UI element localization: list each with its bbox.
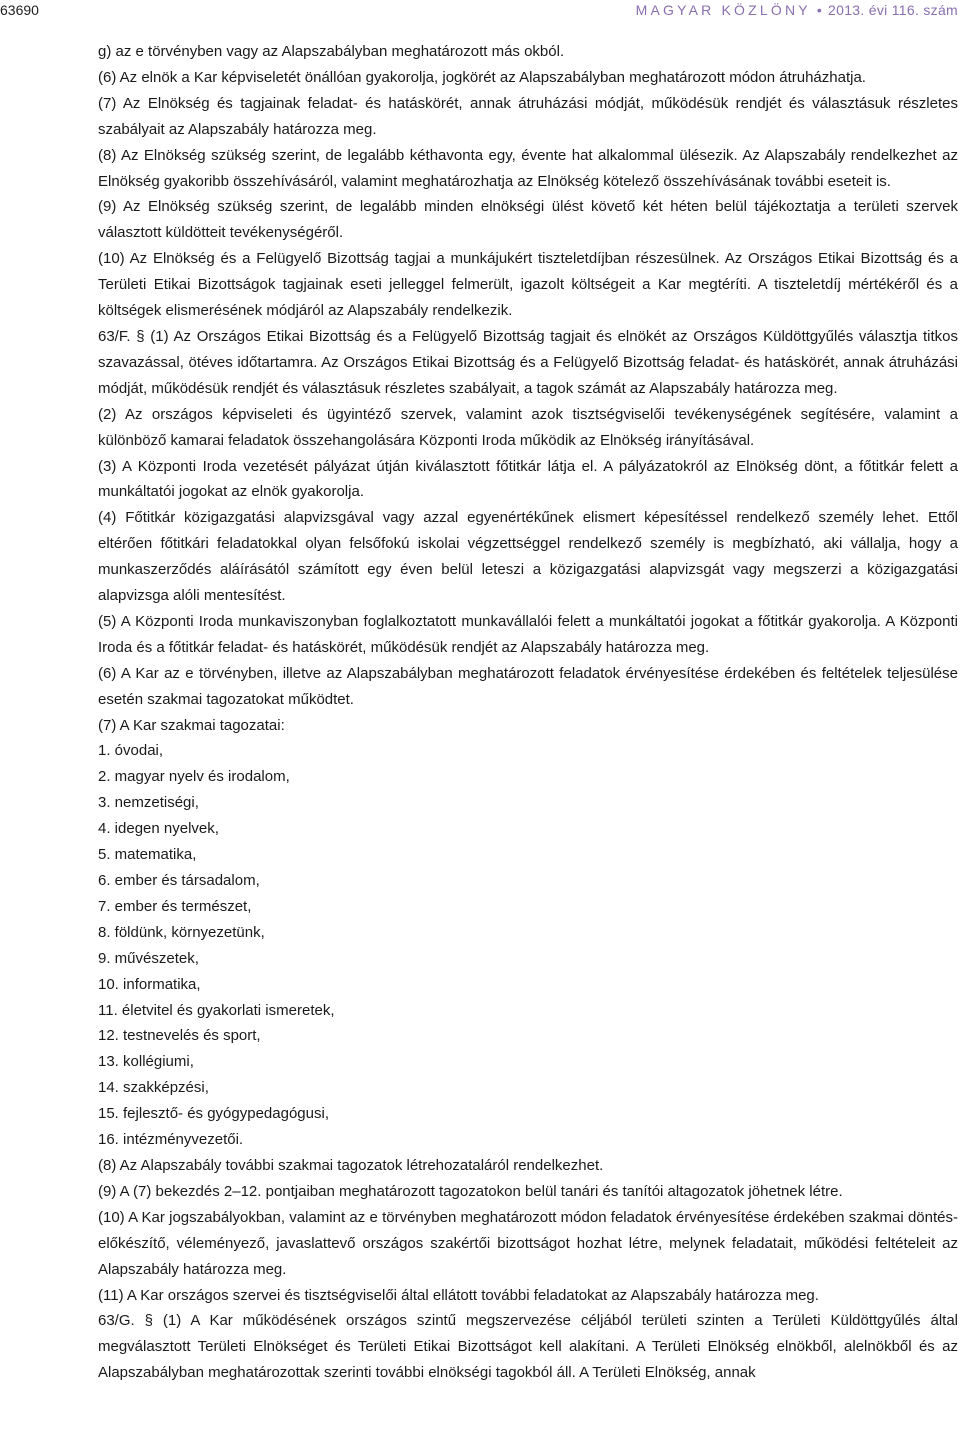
list-item: 4. idegen nyelvek, — [98, 820, 219, 838]
list-item: 1. óvodai, — [98, 742, 164, 760]
paragraph: (2) Az országos képviseleti és ügyintéző szervek, valamint azok tisztségviselői tevékenységének segítésére, valamint a különböző kamarai feladatok összehangolására Központi Iroda működik az Elnökség irányításával. — [98, 405, 958, 449]
list-item: 12. testnevelés és sport, — [98, 1027, 261, 1045]
header-separator: • — [816, 2, 823, 18]
list-item: 8. földünk, környezetünk, — [98, 923, 265, 941]
list-item: 14. szakképzési, — [98, 1079, 209, 1097]
list-item: 6. ember és társadalom, — [98, 872, 260, 889]
list-item: 10. informatika, — [98, 975, 201, 993]
issue-label: 2013. évi 116. szám — [828, 2, 958, 18]
paragraph: 63/F. § (1) Az Országos Etikai Bizottság és a Felügyelő Bizottság tagjait és elnökét az Országos Küldöttgyűlés választja titkos szavazással, ötéves időtartamra. Az Országos Etikai Bizottság és a Felügyelő Bizottság feladat- és hatáskörét, annak átruházási módját, működésük rendjét és választásuk részletes szabályait, a tagok számát az Alapszabály határozza meg. — [98, 327, 958, 397]
journal-title: MAGYAR KÖZLÖNY — [635, 2, 811, 18]
paragraph: (7) A Kar szakmai tagozatai: — [98, 716, 285, 734]
paragraph: (11) A Kar országos szervei és tisztségviselői által ellátott további feladatokat az Alapszabály határozza meg. — [98, 1286, 819, 1304]
list-item: 13. kollégiumi, — [98, 1053, 194, 1071]
paragraph: (7) Az Elnökség és tagjainak feladat- és hatáskörét, annak átruházási módját, működésük rendjét és választásuk részletes szabályait az Alapszabály határozza meg. — [98, 94, 958, 138]
document-body — [98, 39, 958, 1386]
paragraph: (9) A (7) bekezdés 2–12. pontjaiban meghatározott tagozatokon belül tanári és tanítói altagozatok jöhetnek létre. — [98, 1182, 843, 1200]
paragraph: (3) A Központi Iroda vezetését pályázat útján kiválasztott főtitkár látja el. A pályázatokról az Elnökség dönt, a főtitkár felett a munkáltatói jogokat az elnök gyakorolja. — [98, 457, 958, 501]
list-item: 2. magyar nyelv és irodalom, — [98, 768, 290, 786]
list-item: 7. ember és természet, — [98, 897, 252, 915]
paragraph: (9) Az Elnökség szükség szerint, de legalább minden elnökségi ülést követő két héten belül tájékoztatja a területi szervek választott küldötteit tevékenységéről. — [98, 198, 958, 242]
paragraph: (6) Az elnök a Kar képviseletét önállóan gyakorolja, jogkörét az Alapszabályban meghatározott módon átruházhatja. — [98, 68, 866, 86]
paragraph: (8) Az Alapszabály további szakmai tagozatok létrehozataláról rendelkezhet. — [98, 1156, 604, 1174]
paragraph: (6) A Kar az e törvényben, illetve az Alapszabályban meghatározott feladatok érvényesítése érdekében és feltételek teljesülése esetén szakmai tagozatokat működtet. — [98, 664, 958, 708]
paragraph: (8) Az Elnökség szükség szerint, de legalább kéthavonta egy, évente hat alkalommal ülésezik. Az Alapszabály rendelkezhet az Elnökség gyakoribb összehívásáról, valamint meghatározhatja az Elnökség kötelező összehívásának további eseteit is. — [98, 146, 958, 190]
paragraph: (4) Főtitkár közigazgatási alapvizsgával vagy azzal egyenértékűnek elismert képesítéssel rendelkező személy lehet. Ettől eltérően főtitkári feladatokkal olyan felsőfokú iskolai végzettséggel rendelkező személy is megbízható, aki vállalja, hogy a munkaszerződés aláírásától számított egy éven belül leteszi a közigazgatási alapvizsgát vagy megszerzi a közigazgatási alapvizsga alóli mentesítést. — [98, 509, 958, 605]
list-item: 16. intézményvezetői. — [98, 1131, 244, 1149]
paragraph: g) az e törvényben vagy az Alapszabályban meghatározott más okból. — [98, 43, 565, 60]
page-number: 63690 — [0, 2, 39, 18]
list-item: 9. művészetek, — [98, 949, 199, 967]
list-item: 11. életvitel és gyakorlati ismeretek, — [98, 1001, 335, 1019]
page-header — [0, 0, 960, 20]
paragraph: (10) A Kar jogszabályokban, valamint az e törvényben meghatározott módon feladatok érvényesítése érdekében szakmai döntés-előkészítő, véleményező, javaslattevő országos szakértői bizottságot hozhat létre, melynek feladatait, működési feltételeit az Alapszabály határozza meg. — [98, 1208, 958, 1278]
list-item: 3. nemzetiségi, — [98, 794, 199, 812]
list-item: 15. fejlesztő- és gyógypedagógusi, — [98, 1105, 329, 1123]
paragraph: (10) Az Elnökség és a Felügyelő Bizottság tagjai a munkájukért tiszteletdíjban részesülnek. Az Országos Etikai Bizottság és a Területi Etikai Bizottságok tagjainak eseti jelleggel felmerült, igazolt költségeit a Kar megtéríti. A tiszteletdíj mértékéről és a költségek elismerésének módjáról az Alapszabály rendelkezik. — [98, 250, 958, 320]
paragraph: (5) A Központi Iroda munkaviszonyban foglalkoztatott munkavállalói felett a munkáltatói jogokat a főtitkár gyakorolja. A Központi Iroda és a főtitkár feladat- és hatáskörét, működésük rendjét az Alapszabály határozza meg. — [98, 612, 958, 656]
running-head — [636, 0, 958, 20]
list-item: 5. matematika, — [98, 846, 197, 864]
paragraph: 63/G. § (1) A Kar működésének országos szintű megszervezése céljából területi szinten a Területi Küldöttgyűlés által megválasztott Területi Elnökséget és Területi Etikai Bizottságot kell alakítani. A Területi Elnökség elnökből, alelnökből és az Alapszabályban meghatározottak szerinti további elnökségi tagokból áll. A Területi Elnökség, annak — [98, 1312, 958, 1382]
